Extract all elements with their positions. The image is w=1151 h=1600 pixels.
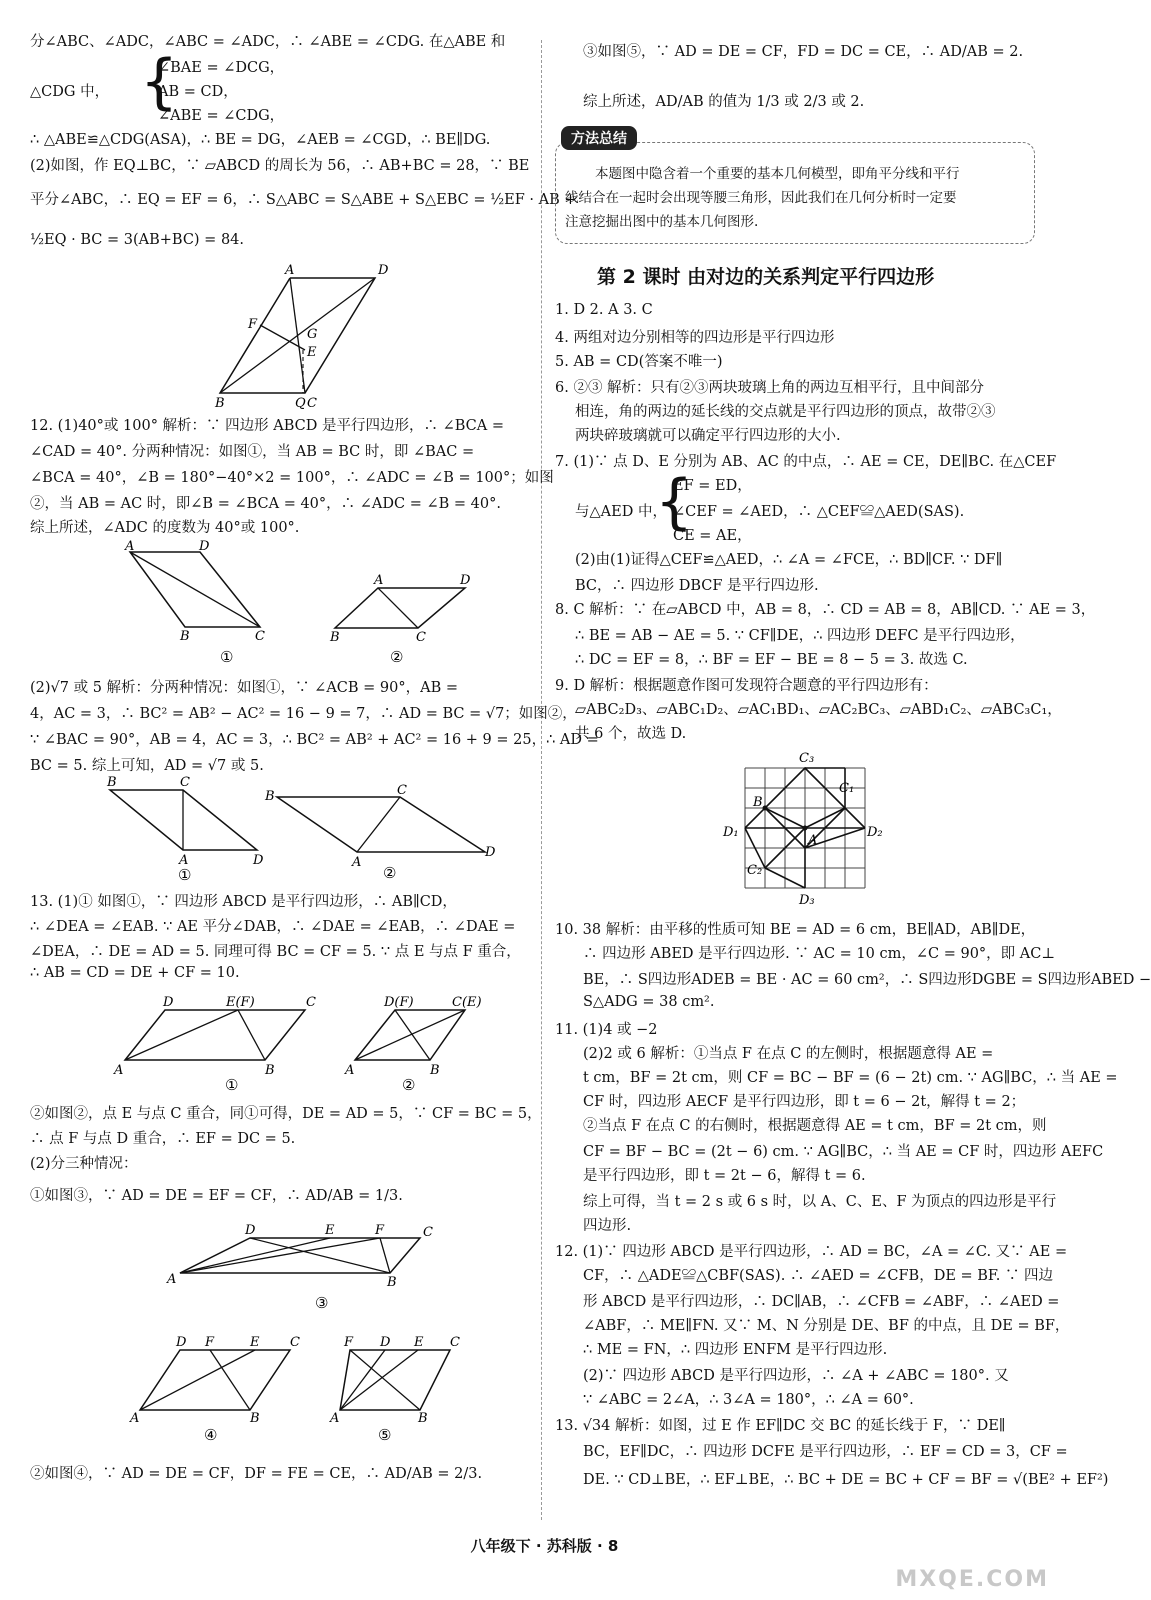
figure-12b-1 bbox=[105, 775, 275, 887]
grid-label: D₃ bbox=[799, 893, 815, 908]
text-line: (2)由(1)证得△CEF≌△AED，∴ ∠A = ∠FCE，∴ BD∥CF. ∵ DF∥ bbox=[575, 552, 1003, 568]
figure-12-2 bbox=[330, 568, 500, 667]
text-line: ②如图②，点 E 与点 C 重合，同①可得，DE = AD = 5，∵ CF = BC = 5， bbox=[30, 1106, 542, 1122]
system-line: ∠CEF = ∠AED，∴ △CEF≌△AED(SAS). bbox=[673, 504, 965, 520]
text-line: ∠BCA = 40°，∠B = 180°−40°×2 = 100°，∴ ∠ADC = ∠B = 100°；如图 bbox=[30, 470, 554, 486]
vertex-label: C bbox=[290, 1335, 300, 1350]
vertex-label: A bbox=[330, 1411, 340, 1426]
text-line: 13. √34 解析：如图，过 E 作 EF∥DC 交 BC 的延长线于 F，∵ DE∥ bbox=[555, 1418, 1006, 1434]
text-line: ∴ 点 F 与点 D 重合，∴ EF = DC = 5. bbox=[30, 1131, 296, 1147]
text-line: ∴ ∠DEA = ∠EAB. ∵ AE 平分∠DAB，∴ ∠DAE = ∠EAB，∴ ∠DAE = bbox=[30, 919, 516, 935]
text-line: ½EQ · BC = 3(AB+BC) = 84. bbox=[30, 232, 245, 248]
vertex-label: F bbox=[375, 1223, 385, 1238]
text-line: 8. C 解析：∵ 在▱ABCD 中，AB = 8，∴ CD = AB = 8，AB∥CD. ∵ AE = 3， bbox=[555, 602, 1096, 618]
text-line: 9. D 解析：根据题意作图可发现符合题意的平行四边形有： bbox=[555, 678, 938, 694]
text-line: ∠CAD = 40°. 分两种情况：如图①，当 AB = BC 时，即 ∠BAC = bbox=[30, 444, 475, 460]
vertex-label: F bbox=[205, 1335, 215, 1350]
text-line: S△ADG = 38 cm². bbox=[583, 994, 715, 1010]
brace-symbol: { bbox=[655, 467, 694, 537]
vertex-label: B bbox=[180, 629, 190, 644]
vertex-label: G bbox=[307, 327, 318, 342]
vertex-label: B bbox=[215, 396, 225, 411]
figure-13-5 bbox=[330, 1332, 480, 1446]
text-line: CF = BF − BC = (2t − 6) cm. ∵ AG∥BC，∴ 当 AE = CF 时，四边形 AEFC bbox=[583, 1144, 1104, 1160]
figure-12b-2 bbox=[265, 782, 500, 886]
text-line: 11. (1)4 或 −2 bbox=[555, 1022, 658, 1038]
vertex-label: B bbox=[430, 1063, 440, 1078]
section-title: 第 2 课时 由对边的关系判定平行四边形 bbox=[597, 266, 935, 288]
text-line: 6. ②③ 解析：只有②③两块玻璃上角的两边互相平行，且中间部分 bbox=[555, 380, 985, 396]
vertex-label: B bbox=[265, 789, 275, 804]
vertex-label: B bbox=[265, 1063, 275, 1078]
figure-13-2 bbox=[340, 992, 490, 1096]
figure-12-1 bbox=[125, 539, 275, 666]
text-line: ∴ 四边形 ABED 是平行四边形. ∵ AC = 10 cm，∠C = 90°，即 AC⊥ bbox=[583, 946, 1055, 962]
text-line: 与△AED 中， bbox=[575, 504, 667, 520]
text-line: 13. (1)① 如图①，∵ 四边形 ABCD 是平行四边形，∴ AB∥CD， bbox=[30, 894, 457, 910]
method-text: 本题图中隐含着一个重要的基本几何模型，即角平分线和平行 bbox=[595, 166, 960, 182]
figure-number: ② bbox=[390, 648, 404, 666]
system-line: ∠BAE = ∠DCG， bbox=[158, 60, 285, 76]
vertex-label: D bbox=[485, 845, 496, 860]
text-line: BC，∴ 四边形 DBCF 是平行四边形. bbox=[575, 578, 819, 594]
grid-label: C₃ bbox=[799, 751, 815, 766]
vertex-label: A bbox=[285, 263, 295, 278]
text-line: (2)2 或 6 解析：①当点 F 在点 C 的左侧时，根据题意得 AE = bbox=[583, 1046, 994, 1062]
vertex-label: A bbox=[374, 573, 384, 588]
vertex-label: E bbox=[414, 1335, 424, 1350]
system-line: AB = CD， bbox=[158, 84, 238, 100]
text-line: ∠ABF，∴ ME∥FN. 又∵ M、N 分别是 DE、BF 的中点，且 DE = BF， bbox=[583, 1318, 1070, 1334]
text-line: ∴ AB = CD = DE + CF = 10. bbox=[30, 965, 240, 981]
text-line: △CDG 中， bbox=[30, 84, 110, 100]
figure-number: ① bbox=[178, 866, 192, 884]
vertex-label: A bbox=[345, 1063, 355, 1078]
figure-grid-9 bbox=[715, 748, 895, 912]
text-line: CF 时，四边形 AECF 是平行四边形，即 t = 6 − 2t，解得 t = 2； bbox=[583, 1094, 1026, 1110]
vertex-label: A bbox=[130, 1411, 140, 1426]
page-footer: 八年级下 · 苏科版 · 8 bbox=[470, 1537, 619, 1555]
text-line: ②当点 F 在点 C 的右侧时，根据题意得 AE = t cm，BF = 2t cm，则 bbox=[583, 1118, 1047, 1134]
vertex-label: C bbox=[255, 629, 265, 644]
vertex-label: B bbox=[107, 775, 117, 790]
vertex-label: E bbox=[325, 1223, 335, 1238]
system-line: ∠ABE = ∠CDG， bbox=[158, 108, 285, 124]
grid-label: C₁ bbox=[839, 781, 855, 796]
figure-parallelogram-1 bbox=[215, 263, 395, 412]
grid-label: D₂ bbox=[867, 825, 883, 840]
vertex-label: B bbox=[418, 1411, 428, 1426]
vertex-label: E bbox=[250, 1335, 260, 1350]
vertex-label: D bbox=[245, 1223, 256, 1238]
text-line: 分∠ABC、∠ADC，∠ABC = ∠ADC，∴ ∠ABE = ∠CDG. 在△ABE 和 bbox=[30, 34, 506, 50]
text-line: BC = 5. 综上可知，AD = √7 或 5. bbox=[30, 758, 264, 774]
text-line: 综上可得，当 t = 2 s 或 6 s 时，以 A、C、E、F 为顶点的四边形是平行 bbox=[583, 1194, 1057, 1210]
vertex-label: A bbox=[352, 855, 362, 870]
vertex-label: D bbox=[380, 1335, 391, 1350]
figure-number: ③ bbox=[315, 1294, 329, 1312]
vertex-label: F bbox=[248, 317, 258, 332]
text-line: 平分∠ABC，∴ EQ = EF = 6，∴ S△ABC = S△ABE + S△EBC = ½EF · AB + bbox=[30, 192, 577, 208]
text-line: 12. (1)∵ 四边形 ABCD 是平行四边形，∴ AD = BC，∠A = ∠C. 又∵ AE = bbox=[555, 1244, 1068, 1260]
text-line: (2)分三种情况： bbox=[30, 1156, 138, 1172]
vertex-label: Q bbox=[295, 396, 306, 411]
text-line: CF，∴ △ADE≌△CBF(SAS). ∴ ∠AED = ∠CFB，DE = BF. ∵ 四边 bbox=[583, 1268, 1054, 1284]
watermark: MXQE.COM bbox=[895, 1567, 1049, 1592]
figure-number: ② bbox=[383, 864, 397, 882]
text-line: 两块碎玻璃就可以确定平行四边形的大小. bbox=[575, 428, 841, 444]
system-line: EF = ED， bbox=[673, 478, 752, 494]
text-line: BC，EF∥DC，∴ 四边形 DCFE 是平行四边形，∴ EF = CD = 3，CF = bbox=[583, 1444, 1068, 1460]
text-line: BE，∴ S四边形ADEB = BE · AC = 60 cm²，∴ S四边形DGBE = S四边形ABED − bbox=[583, 972, 1151, 988]
grid-label: D₁ bbox=[723, 825, 739, 840]
text-line: 相连，角的两边的延长线的交点就是平行四边形的顶点，故带②③ bbox=[575, 404, 996, 420]
text-line: 四边形. bbox=[583, 1218, 632, 1234]
text-line: 综上所述，AD/AB 的值为 1/3 或 2/3 或 2. bbox=[583, 94, 865, 110]
text-line: 综上所述，∠ADC 的度数为 40°或 100°. bbox=[30, 520, 300, 536]
text-line: ∴ ME = FN，∴ 四边形 ENFM 是平行四边形. bbox=[583, 1342, 888, 1358]
text-line: (2)如图，作 EQ⊥BC，∵ ▱ABCD 的周长为 56，∴ AB+BC = 28，∵ BE bbox=[30, 158, 530, 174]
figure-13-4 bbox=[130, 1332, 330, 1446]
vertex-label: C bbox=[397, 783, 407, 798]
text-line: ∴ △ABE≌△CDG(ASA)，∴ BE = DG，∠AEB = ∠CGD，∴ BE∥DG. bbox=[30, 132, 491, 148]
text-line: 12. (1)40°或 100° 解析：∵ 四边形 ABCD 是平行四边形，∴ ∠BCA = bbox=[30, 418, 505, 434]
text-line: 10. 38 解析：由平移的性质可知 BE = AD = 6 cm，BE∥AD，AB∥DE， bbox=[555, 922, 1036, 938]
vertex-label: D bbox=[163, 995, 174, 1010]
text-line: ▱ABC₂D₃、▱ABC₁D₂、▱AC₁BD₁、▱AC₂BC₃、▱ABD₁C₂、▱ABC₃C₁， bbox=[575, 702, 1062, 718]
column-divider bbox=[541, 40, 542, 1520]
text-line: 1. D 2. A 3. C bbox=[555, 302, 653, 318]
figure-13-3 bbox=[165, 1218, 455, 1322]
vertex-label: C bbox=[450, 1335, 460, 1350]
figure-number: ① bbox=[220, 648, 234, 666]
text-line: 共 6 个，故选 D. bbox=[575, 726, 687, 742]
vertex-label: E(F) bbox=[226, 995, 255, 1010]
vertex-label: F bbox=[344, 1335, 354, 1350]
grid-label: B bbox=[753, 795, 763, 810]
text-line: 4，AC = 3，∴ BC² = AB² − AC² = 16 − 9 = 7，∴ AD = BC = √7；如图②， bbox=[30, 706, 577, 722]
vertex-label: C(E) bbox=[452, 995, 482, 1010]
brace-symbol: { bbox=[140, 47, 179, 117]
text-line: ②如图④，∵ AD = DE = CF，DF = FE = CE，∴ AD/AB = 2/3. bbox=[30, 1466, 483, 1482]
method-text: 注意挖掘出图中的基本几何图形. bbox=[565, 214, 759, 230]
vertex-label: D bbox=[199, 539, 210, 554]
text-line: 7. (1)∵ 点 D、E 分别为 AB、AC 的中点，∴ AE = CE，DE∥BC. 在△CEF bbox=[555, 454, 1057, 470]
vertex-label: B bbox=[250, 1411, 260, 1426]
vertex-label: D bbox=[460, 573, 471, 588]
text-line: ②，当 AB = AC 时，即∠B = ∠BCA = 40°，∴ ∠ADC = ∠B = 40°. bbox=[30, 496, 501, 512]
vertex-label: D bbox=[378, 263, 389, 278]
vertex-label: C bbox=[307, 396, 317, 411]
system-line: CE = AE， bbox=[673, 528, 752, 544]
figure-number: ① bbox=[225, 1076, 239, 1094]
method-summary-tag: 方法总结 bbox=[561, 126, 637, 150]
text-line: ∵ ∠BAC = 90°，AB = 4，AC = 3，∴ BC² = AB² + AC² = 16 + 9 = 25，∴ AD = bbox=[30, 732, 599, 748]
text-line: (2)∵ 四边形 ABCD 是平行四边形，∴ ∠A + ∠ABC = 180°. 又 bbox=[583, 1368, 1009, 1384]
vertex-label: A bbox=[179, 853, 189, 868]
vertex-label: E bbox=[307, 345, 317, 360]
text-line: 形 ABCD 是平行四边形，∴ DC∥AB，∴ ∠CFB = ∠ABF，∴ ∠AED = bbox=[583, 1294, 1060, 1310]
text-line: DE. ∵ CD⊥BE，∴ EF⊥BE，∴ BC + DE = BC + CF = BF = √(BE² + EF²) bbox=[583, 1472, 1109, 1488]
vertex-label: B bbox=[330, 630, 340, 645]
vertex-label: A bbox=[114, 1063, 124, 1078]
text-line: ∴ DC = EF = 8，∴ BF = EF − BE = 8 − 5 = 3. 故选 C. bbox=[575, 652, 968, 668]
text-line: ③如图⑤，∵ AD = DE = CF，FD = DC = CE，∴ AD/AB = 2. bbox=[583, 44, 1024, 60]
text-line: ∵ ∠ABC = 2∠A，∴ 3∠A = 180°，∴ ∠A = 60°. bbox=[583, 1392, 914, 1408]
vertex-label: D(F) bbox=[384, 995, 414, 1010]
vertex-label: D bbox=[253, 853, 264, 868]
figure-number: ② bbox=[402, 1076, 416, 1094]
method-text: 线结合在一起时会出现等腰三角形，因此我们在几何分析时一定要 bbox=[565, 190, 957, 206]
vertex-label: A bbox=[167, 1272, 177, 1287]
text-line: t cm，BF = 2t cm，则 CF = BC − BF = (6 − 2t) cm. ∵ AG∥BC，∴ 当 AE = bbox=[583, 1070, 1118, 1086]
vertex-label: C bbox=[423, 1225, 433, 1240]
text-line: 是平行四边形，即 t = 2t − 6，解得 t = 6. bbox=[583, 1168, 866, 1184]
vertex-label: B bbox=[387, 1275, 397, 1290]
figure-13-1 bbox=[110, 992, 330, 1096]
text-line: 5. AB = CD(答案不唯一) bbox=[555, 354, 723, 370]
grid-label: C₂ bbox=[747, 863, 763, 878]
vertex-label: C bbox=[416, 630, 426, 645]
text-line: (2)√7 或 5 解析：分两种情况：如图①，∵ ∠ACB = 90°，AB = bbox=[30, 680, 458, 696]
vertex-label: D bbox=[176, 1335, 187, 1350]
text-line: ①如图③，∵ AD = DE = EF = CF，∴ AD/AB = 1/3. bbox=[30, 1188, 403, 1204]
text-line: ∠DEA，∴ DE = AD = 5. 同理可得 BC = CF = 5. ∵ 点 E 与点 F 重合， bbox=[30, 944, 521, 960]
text-line: 4. 两组对边分别相等的四边形是平行四边形 bbox=[555, 330, 835, 346]
vertex-label: C bbox=[180, 775, 190, 790]
vertex-label: A bbox=[125, 539, 135, 554]
vertex-label: C bbox=[306, 995, 316, 1010]
grid-label: A bbox=[808, 833, 818, 848]
text-line: ∴ BE = AB − AE = 5. ∵ CF∥DE，∴ 四边形 DEFC 是平行四边形， bbox=[575, 628, 1025, 644]
figure-number: ⑤ bbox=[378, 1426, 392, 1444]
figure-number: ④ bbox=[204, 1426, 218, 1444]
